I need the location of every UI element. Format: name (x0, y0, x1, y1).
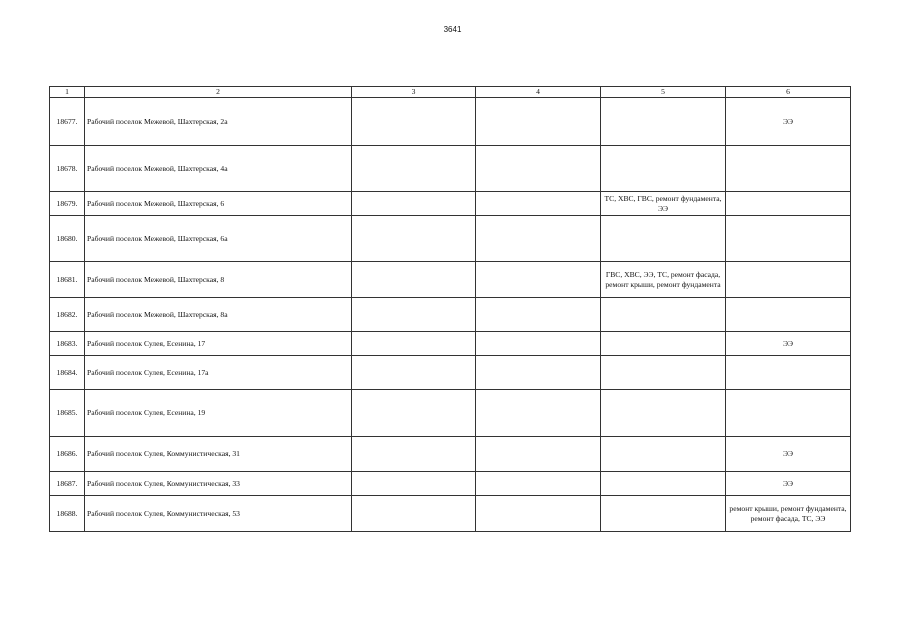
row-cell-5 (601, 496, 726, 532)
table-row (50, 192, 851, 216)
column-header-4: 4 (476, 87, 601, 98)
row-cell-4 (476, 437, 601, 472)
row-cell-3 (352, 332, 476, 356)
table-row (50, 298, 851, 332)
column-header-1: 1 (50, 87, 85, 98)
row-cell-3 (352, 390, 476, 437)
column-header-5: 5 (601, 87, 726, 98)
row-cell-3 (352, 437, 476, 472)
row-cell-6 (726, 390, 851, 437)
row-cell-4 (476, 262, 601, 298)
table-row (50, 98, 851, 146)
row-cell-6 (726, 216, 851, 262)
row-cell-3 (352, 472, 476, 496)
table-row (50, 356, 851, 390)
row-address: Рабочий поселок Сулея, Коммунистическая, 31 (85, 437, 352, 472)
row-address: Рабочий поселок Сулея, Коммунистическая, 33 (85, 472, 352, 496)
row-cell-6 (726, 192, 851, 216)
row-number: 18680. (50, 216, 85, 262)
table-row (50, 496, 851, 532)
row-address: Рабочий поселок Сулея, Есенина, 17а (85, 356, 352, 390)
page-number: 3641 (443, 25, 462, 34)
row-number: 18686. (50, 437, 85, 472)
row-number: 18681. (50, 262, 85, 298)
row-cell-3 (352, 192, 476, 216)
column-header-3: 3 (352, 87, 476, 98)
row-cell-3 (352, 146, 476, 192)
row-number: 18685. (50, 390, 85, 437)
row-address: Рабочий поселок Межевой, Шахтерская, 6а (85, 216, 352, 262)
row-cell-4 (476, 98, 601, 146)
row-cell-6: ремонт крыши, ремонт фундамента, ремонт фасада, ТС, ЭЭ (726, 496, 851, 532)
row-number: 18684. (50, 356, 85, 390)
register-table (49, 86, 851, 532)
row-address: Рабочий поселок Сулея, Есенина, 17 (85, 332, 352, 356)
row-cell-4 (476, 298, 601, 332)
row-number: 18687. (50, 472, 85, 496)
row-cell-5: ГВС, ХВС, ЭЭ, ТС, ремонт фасада, ремонт крыши, ремонт фундамента (601, 262, 726, 298)
row-number: 18677. (50, 98, 85, 146)
table-row (50, 472, 851, 496)
row-cell-4 (476, 472, 601, 496)
row-address: Рабочий поселок Межевой, Шахтерская, 6 (85, 192, 352, 216)
row-cell-5 (601, 472, 726, 496)
row-cell-4 (476, 390, 601, 437)
row-number: 18678. (50, 146, 85, 192)
row-address: Рабочий поселок Межевой, Шахтерская, 2а (85, 98, 352, 146)
column-header-6: 6 (726, 87, 851, 98)
row-address: Рабочий поселок Межевой, Шахтерская, 4а (85, 146, 352, 192)
row-cell-5: ТС, ХВС, ГВС, ремонт фундамента, ЭЭ (601, 192, 726, 216)
row-address: Рабочий поселок Межевой, Шахтерская, 8 (85, 262, 352, 298)
table-row (50, 262, 851, 298)
row-cell-4 (476, 332, 601, 356)
column-header-2: 2 (85, 87, 352, 98)
row-cell-5 (601, 216, 726, 262)
row-cell-3 (352, 98, 476, 146)
row-cell-5 (601, 437, 726, 472)
row-cell-6: ЭЭ (726, 437, 851, 472)
table-row (50, 216, 851, 262)
table-row (50, 437, 851, 472)
row-cell-4 (476, 496, 601, 532)
row-cell-6: ЭЭ (726, 472, 851, 496)
row-cell-6: ЭЭ (726, 98, 851, 146)
table-row (50, 332, 851, 356)
row-number: 18679. (50, 192, 85, 216)
row-cell-3 (352, 356, 476, 390)
row-cell-3 (352, 262, 476, 298)
row-cell-5 (601, 146, 726, 192)
row-cell-6 (726, 298, 851, 332)
row-cell-5 (601, 356, 726, 390)
table-row (50, 146, 851, 192)
row-cell-3 (352, 216, 476, 262)
row-cell-6: ЭЭ (726, 332, 851, 356)
row-cell-3 (352, 298, 476, 332)
row-number: 18688. (50, 496, 85, 532)
row-cell-4 (476, 356, 601, 390)
row-cell-3 (352, 496, 476, 532)
row-address: Рабочий поселок Сулея, Коммунистическая, 53 (85, 496, 352, 532)
row-cell-5 (601, 390, 726, 437)
row-cell-6 (726, 356, 851, 390)
row-cell-4 (476, 216, 601, 262)
row-cell-5 (601, 98, 726, 146)
row-cell-5 (601, 298, 726, 332)
row-cell-4 (476, 192, 601, 216)
header-row (50, 87, 851, 98)
row-address: Рабочий поселок Сулея, Есенина, 19 (85, 390, 352, 437)
row-cell-6 (726, 262, 851, 298)
row-address: Рабочий поселок Межевой, Шахтерская, 8а (85, 298, 352, 332)
row-number: 18683. (50, 332, 85, 356)
row-number: 18682. (50, 298, 85, 332)
row-cell-4 (476, 146, 601, 192)
row-cell-6 (726, 146, 851, 192)
table-row (50, 390, 851, 437)
row-cell-5 (601, 332, 726, 356)
